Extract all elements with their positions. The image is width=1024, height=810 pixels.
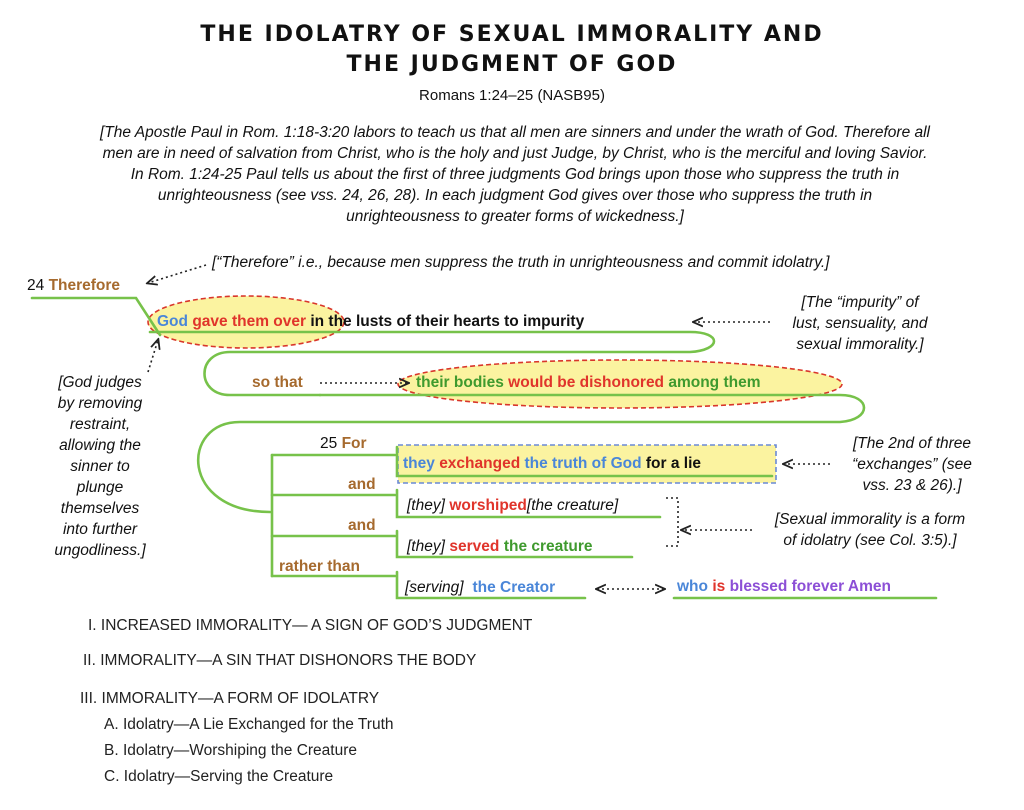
outline-sub-c: C. Idolatry—Serving the Creature: [104, 768, 334, 785]
outline-point-2: II. IMMORALITY—A SIN THAT DISHONORS THE BODY: [83, 652, 477, 669]
phrase-truth-of-god: the truth of God: [524, 455, 642, 472]
word-amen: Amen: [847, 578, 891, 595]
phrase-for-a-lie: for a lie: [645, 455, 702, 472]
verse-number-24: 24: [27, 277, 45, 294]
word-who: who: [677, 578, 708, 595]
word-they-bracket-2: [they]: [407, 538, 445, 555]
phrase-gave-them-over: gave them over: [192, 313, 307, 330]
word-so-that: so that: [252, 374, 303, 391]
clause-served: [407, 536, 593, 557]
outline-sub-a: A. Idolatry—A Lie Exchanged for the Truth: [104, 716, 394, 733]
clause-who-is-blessed: [677, 578, 891, 596]
title-line-2: THE JUDGMENT OF GOD: [346, 52, 678, 77]
note-idolatry: [Sexual immorality is a form of idolatry (see Col. 3:5).]: [774, 511, 966, 549]
clause-exchanged: [403, 455, 701, 473]
outline-point-3: III. IMMORALITY—A FORM OF IDOLATRY: [80, 690, 380, 707]
verse-number-25: 25: [320, 435, 338, 452]
phrase-the-creature-bracket: [the creature]: [526, 497, 619, 514]
word-exchanged: exchanged: [439, 455, 521, 472]
intro-paragraph: [The Apostle Paul in Rom. 1:18-3:20 labors to teach us that all men are sinners and under the wrath of God. Therefore all men are in need of salvation from Christ, who is the holy and just Judge, by Christ, who is the merciful and loving Savior. In Rom. 1:24-25 Paul tells us about the first of three judgments God brings upon those who suppress the truth in unrighteousness (see vss. 24, 26, 28). In each judgment God gives over those who suppress the truth in unrighteousness to greater forms of wickedness.]: [100, 124, 930, 225]
phrase-the-creature: the creature: [503, 538, 593, 555]
verse-25-label: [320, 435, 367, 453]
arrow-therefore-note: [148, 265, 206, 283]
phrase-among-them: among them: [668, 374, 761, 391]
note-impurity: [The “impurity” of lust, sensuality, and sexual immorality.]: [792, 294, 928, 353]
phrase-would-be-dishonored: would be dishonored: [508, 374, 665, 391]
bracket-worship-serve: [666, 498, 678, 546]
word-serving-bracket: [serving]: [405, 579, 464, 596]
clause-god-gave-them-over: [157, 313, 584, 331]
word-they: they: [403, 455, 435, 472]
phrase-their-bodies: their bodies: [416, 374, 504, 391]
word-and-2: and: [348, 517, 376, 534]
title-line-1: THE IDOLATRY OF SEXUAL IMMORALITY AND: [200, 22, 824, 47]
clause-serving: [405, 577, 555, 598]
word-worshiped: worshiped: [449, 497, 527, 514]
word-god: God: [157, 313, 188, 330]
phrase-blessed-forever: blessed forever: [729, 578, 845, 595]
clause-worshiped: [407, 495, 618, 516]
phrase-in-the-lusts: in the lusts of their hearts to impurity: [310, 313, 585, 330]
clause-their-bodies: [416, 374, 761, 392]
verse-24-label: [27, 277, 120, 295]
scripture-reference: Romans 1:24–25 (NASB95): [419, 87, 605, 104]
line-therefore: [32, 298, 160, 335]
note-exchanges: [The 2nd of three “exchanges” (see vss. 23 & 26).]: [852, 435, 972, 494]
word-is: is: [712, 578, 726, 595]
outline-sub-b: B. Idolatry—Worshiping the Creature: [104, 742, 357, 759]
phrase-rather-than: rather than: [279, 558, 360, 575]
word-they-bracket-1: [they]: [407, 497, 445, 514]
word-served: served: [449, 538, 500, 555]
word-therefore: Therefore: [48, 277, 121, 294]
word-and-1: and: [348, 476, 376, 493]
note-god-judges: [God judges by removing restraint, allowing the sinner to plunge themselves into further ungodliness.]: [54, 374, 146, 559]
word-for: For: [341, 435, 367, 452]
outline-point-1: I. INCREASED IMMORALITY— A SIGN OF GOD’S JUDGMENT: [88, 617, 533, 634]
phrase-the-creator: the Creator: [472, 579, 556, 596]
arrow-god-judges: [148, 340, 158, 372]
note-therefore: [“Therefore” i.e., because men suppress the truth in unrighteousness and commit idolatry.]: [212, 254, 830, 271]
